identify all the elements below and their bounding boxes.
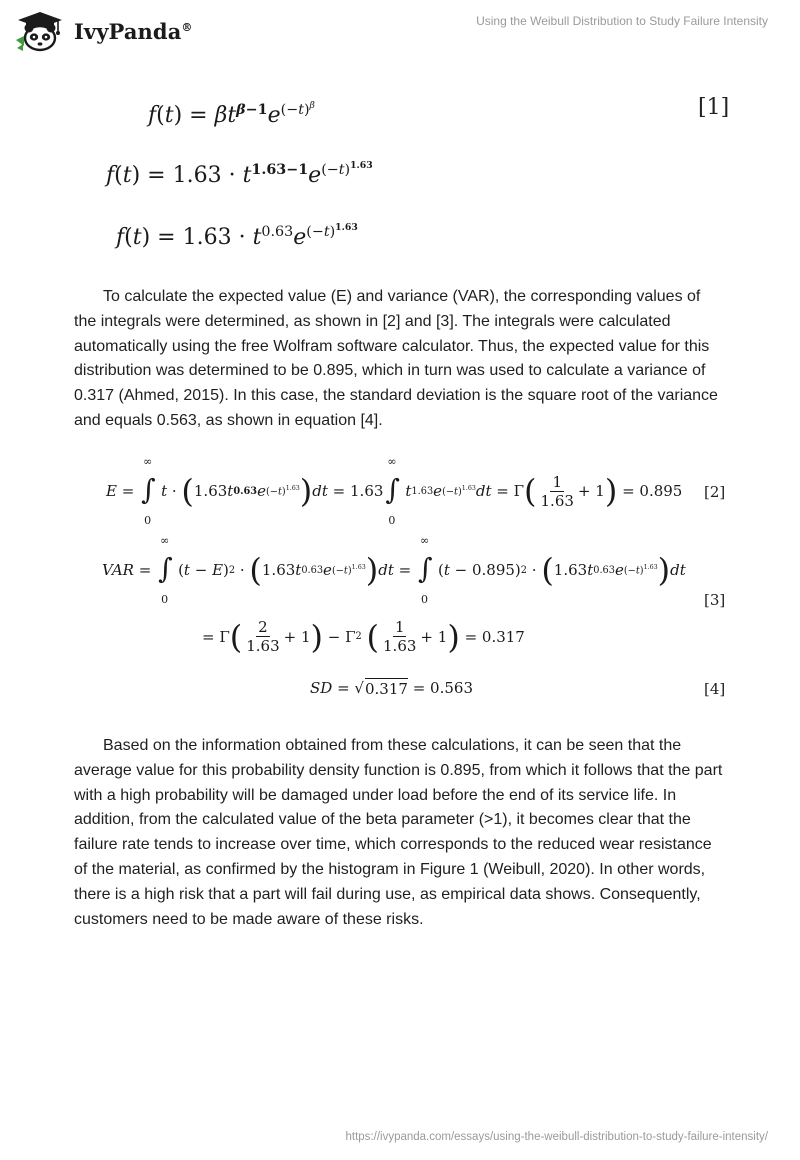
paragraph-2-text: Based on the information obtained from these calculations, it can be seen that the average value for this probability density function is 0.895, from which it follows that the part with a high probability will be damaged under load before the end of its service life. In addition, from the calculated value of the beta parameter (>1), it becomes clear that the failure rate tends to increase over time, which corresponds to the reduced wear resistance of the material, as confirmed by the histogram in Figure 1 (Weibull, 2020). In other words, there is a high risk that a part will fail during use, as empirical data shows. Consequently, customers need to be made aware of these risks.	[74, 737, 723, 928]
equation-2-expected-value: E = ∞ ∫ 0 t · ( 1.63 t 0.63 e $(-t)^{1.63}$ ) dt = 1.63 ∞ ∫ 0 t 1.63 e $(-t)^{1.63}$ dt = Γ ( $\frac{1}{1.63}$ + 1 ) = 0.895	[106, 455, 683, 527]
equation-4-standard-deviation: SD = √ 0.317 = 0.563	[310, 679, 473, 698]
equation-4-number: [4]	[704, 680, 726, 698]
source-url[interactable]: https://ivypanda.com/essays/using-the-weibull-distribution-to-study-failure-intensity/	[345, 1131, 768, 1143]
ivypanda-logo[interactable]	[14, 10, 193, 52]
equation-3-gamma: = Γ ( $\frac{2}{1.63}$ + 1 ) − Γ 2 ( $\frac{1}{1.63}$ + 1 ) = 0.317	[202, 617, 525, 656]
brand-registered: ®	[181, 20, 193, 34]
equation-2-number: [2]	[704, 483, 726, 501]
paragraph-expected-value	[74, 285, 724, 434]
document-title: Using the Weibull Distribution to Study Failure Intensity	[476, 14, 768, 28]
brand-name: IvyPanda	[74, 18, 182, 44]
equation-3-variance: VAR = ∞ ∫ 0 ( t − E ) 2 · ( 1.63 t 0.63 e $(-t)^{1.63}$ ) dt = ∞ ∫ 0 ( t − 0.895) 2 · ( 1.63 t 0.63 e $(-t)^{1.63}$ ) dt	[102, 534, 686, 606]
equation-1-substituted: $f(t) = 1.63 \cdot t^{1.63-1}e^{(-t)^{1.63}}$	[106, 160, 373, 189]
equation-3-number: [3]	[704, 591, 726, 609]
equation-1-number: [1]	[698, 95, 730, 120]
panda-graduate-icon	[14, 10, 66, 52]
paragraph-interpretation	[74, 734, 724, 932]
paragraph-1-text: To calculate the expected value (E) and variance (VAR), the corresponding values of the integrals were determined, as shown in [2] and [3]. The integrals were calculated automatically using the free Wolfram software calculator. Thus, the expected value for this distribution was determined to be 0.895, which in turn was used to calculate a variance of 0.317 (Ahmed, 2015). In this case, the standard deviation is the square root of the variance and equals 0.563, as shown in equation [4].	[74, 288, 718, 429]
equation-1-simplified: $f(t) = 1.63 \cdot t^{0.63}e^{(-t)^{1.63}}$	[116, 222, 358, 251]
page-header	[0, 0, 800, 60]
equation-1-general: $f(t) = \beta t^{\beta-1}e^{(-t)^\beta}$	[148, 100, 315, 129]
